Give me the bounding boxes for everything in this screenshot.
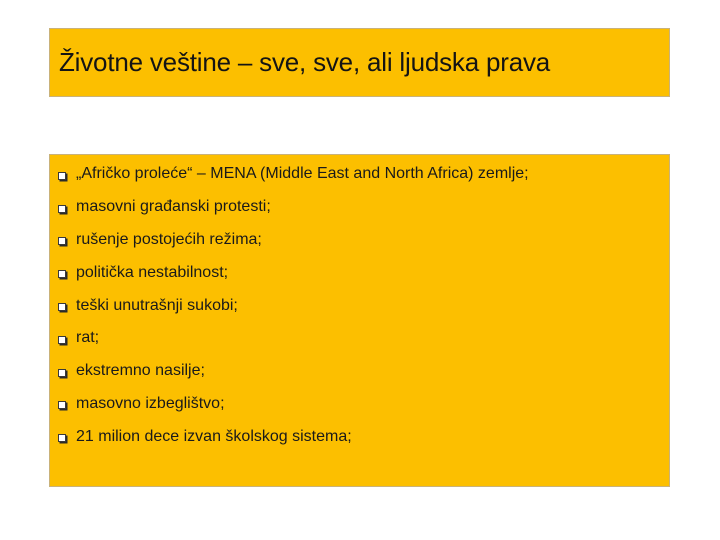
slide-title: Životne veštine – sve, sve, ali ljudska prava	[59, 47, 551, 77]
checkbox-square-icon	[58, 336, 66, 344]
list-item	[58, 355, 529, 388]
checkbox-square-icon	[58, 434, 66, 442]
checkbox-square-icon	[58, 369, 66, 377]
content-box	[49, 154, 670, 487]
bullet-text: ekstremno nasilje;	[76, 362, 205, 380]
checkbox-square-icon	[58, 270, 66, 278]
list-item	[58, 289, 529, 322]
bullet-text: masovno izbeglištvo;	[76, 394, 225, 412]
list-item	[58, 158, 529, 191]
bullet-text: politička nestabilnost;	[76, 263, 229, 281]
bullet-text: rat;	[76, 329, 100, 347]
list-item	[58, 420, 529, 453]
bullet-text: „Afričko proleće“ – MENA (Middle East and North Africa) zemlje;	[76, 165, 529, 183]
list-item	[58, 256, 529, 289]
checkbox-square-icon	[58, 303, 66, 311]
bullet-text: 21 milion dece izvan školskog sistema;	[76, 427, 352, 445]
checkbox-square-icon	[58, 401, 66, 409]
list-item	[58, 224, 529, 257]
checkbox-square-icon	[58, 172, 66, 180]
bullet-text: masovni građanski protesti;	[76, 198, 271, 216]
list-item	[58, 388, 529, 421]
bullet-text: rušenje postojećih režima;	[76, 230, 262, 248]
list-item	[58, 322, 529, 355]
checkbox-square-icon	[58, 237, 66, 245]
bullet-list	[58, 158, 529, 453]
list-item	[58, 191, 529, 224]
bullet-text: teški unutrašnji sukobi;	[76, 296, 238, 314]
checkbox-square-icon	[58, 205, 66, 213]
title-box	[49, 28, 670, 97]
